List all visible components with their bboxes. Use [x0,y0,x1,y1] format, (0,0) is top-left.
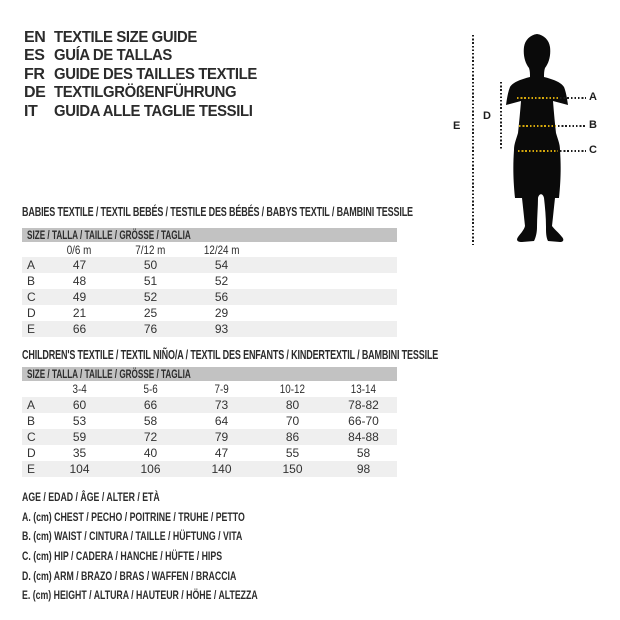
cell: 72 [143,430,158,444]
language-code: DE [24,84,46,102]
cell: 104 [69,462,90,476]
language-code: EN [24,29,46,46]
language-label: TEXTILE SIZE GUIDE [54,29,197,46]
cell: 86 [285,430,300,444]
language-title-list [24,29,272,121]
cell: 66-70 [348,414,379,428]
language-row-en [24,29,272,47]
table-row [22,397,397,413]
measure-line-c-hip [518,150,558,152]
children-section-title: CHILDREN'S TEXTILE / TEXTIL NIÑO/A / TEXTIL DES ENFANTS / KINDERTEXTIL / BAMBINI TESSILE [22,348,439,362]
language-label: GUIDE DES TAILLES TEXTILE [54,65,257,83]
cell: 25 [143,306,158,320]
table-row [22,429,397,445]
cell: 50 [143,258,158,272]
babies-size-header-bar [22,228,397,242]
cell: 140 [211,462,232,476]
table-row [22,305,397,321]
babies-section-title: BABIES TEXTILE / TEXTIL BEBÉS / TESTILE DES BÉBÉS / BABYS TEXTIL / BAMBINI TESSILE [22,205,413,219]
babies-column-header-row [22,243,397,257]
language-row-de [24,84,272,102]
cell: 66 [143,398,158,412]
babies-size-header-text: SIZE / TALLA / TAILLE / GRÖSSE / TAGLIA [27,228,191,242]
row-label: E [27,462,36,476]
babies-table [22,243,397,337]
measure-line-b-leader [558,125,586,127]
measure-line-c-leader [560,150,586,152]
row-label: D [27,306,36,320]
cell: 52 [214,274,229,288]
cell: 49 [72,290,87,304]
table-row [22,321,397,337]
cell: 150 [282,462,303,476]
cell: 54 [214,258,229,272]
table-row [22,461,397,477]
cell: 29 [214,306,229,320]
cell: 106 [140,462,161,476]
children-table [22,382,397,477]
cell: 93 [214,322,229,336]
row-label: C [27,430,36,444]
cell: 70 [285,414,300,428]
cell: 52 [143,290,158,304]
language-label: GUÍA DE TALLAS [54,47,172,65]
language-label: GUIDA ALLE TAGLIE TESSILI [54,102,253,120]
measure-line-a-chest [517,97,558,99]
column-header: 5-6 [143,382,158,396]
row-label: E [27,322,36,336]
cell: 78-82 [348,398,379,412]
row-label: D [27,446,36,460]
language-row-it [24,103,272,121]
measure-line-b-waist [519,125,556,127]
cell: 56 [214,290,229,304]
cell: 58 [356,446,371,460]
legend-waist: B. (cm) WAIST / CINTURA / TAILLE / HÜFTUNG / VITA [22,529,243,544]
cell: 35 [72,446,87,460]
legend-age: AGE / EDAD / ÂGE / ALTER / ETÀ [22,490,160,504]
cell: 48 [72,274,87,288]
language-code: IT [24,102,38,120]
row-label: A [27,258,36,272]
cell: 58 [143,414,158,428]
cell: 55 [285,446,300,460]
measure-label-e: E [453,120,461,132]
column-header: 7/12 m [135,243,166,257]
measure-label-c: C [589,144,597,156]
legend-hip: C. (cm) HIP / CADERA / HANCHE / HÜFTE / HIPS [22,549,223,564]
cell: 98 [356,462,371,476]
measure-line-d [500,82,502,150]
language-row-fr [24,66,272,84]
cell: 21 [72,306,87,320]
language-code: ES [24,47,45,65]
cell: 76 [143,322,158,336]
row-label: B [27,414,36,428]
table-row [22,445,397,461]
legend-chest: A. (cm) CHEST / PECHO / POITRINE / TRUHE / PETTO [22,509,245,524]
cell: 59 [72,430,87,444]
language-label: TEXTILGRÖßENFÜHRUNG [54,84,237,102]
column-header: 10-12 [279,382,306,396]
column-header: 12/24 m [203,243,240,257]
measure-label-d: D [483,110,491,122]
table-row [22,273,397,289]
column-header: 7-9 [214,382,229,396]
legend-arm: D. (cm) ARM / BRAZO / BRAS / WAFFEN / BRACCIA [22,568,237,583]
row-label: A [27,398,36,412]
column-header: 0/6 m [67,243,92,257]
measurement-legend [22,488,345,606]
language-code: FR [24,65,45,83]
column-header: 13-14 [350,382,377,396]
cell: 47 [72,258,87,272]
children-column-header-row [22,382,397,397]
cell: 53 [72,414,87,428]
cell: 47 [214,446,229,460]
cell: 66 [72,322,87,336]
table-row [22,413,397,429]
cell: 60 [72,398,87,412]
cell: 80 [285,398,300,412]
table-row [22,257,397,273]
column-header: 3-4 [72,382,87,396]
table-row [22,289,397,305]
cell: 79 [214,430,229,444]
language-row-es [24,47,272,65]
row-label: C [27,290,36,304]
measure-line-a-leader [560,97,586,99]
row-label: B [27,274,36,288]
measure-label-b: B [589,119,597,131]
legend-height: E. (cm) HEIGHT / ALTURA / HAUTEUR / HÖHE / ALTEZZA [22,588,258,603]
cell: 73 [214,398,229,412]
cell: 51 [143,274,158,288]
measure-label-a: A [589,91,597,103]
children-size-header-text: SIZE / TALLA / TAILLE / GRÖSSE / TAGLIA [27,367,191,381]
cell: 40 [143,446,158,460]
cell: 64 [214,414,229,428]
cell: 84-88 [348,430,379,444]
children-size-header-bar [22,367,397,381]
